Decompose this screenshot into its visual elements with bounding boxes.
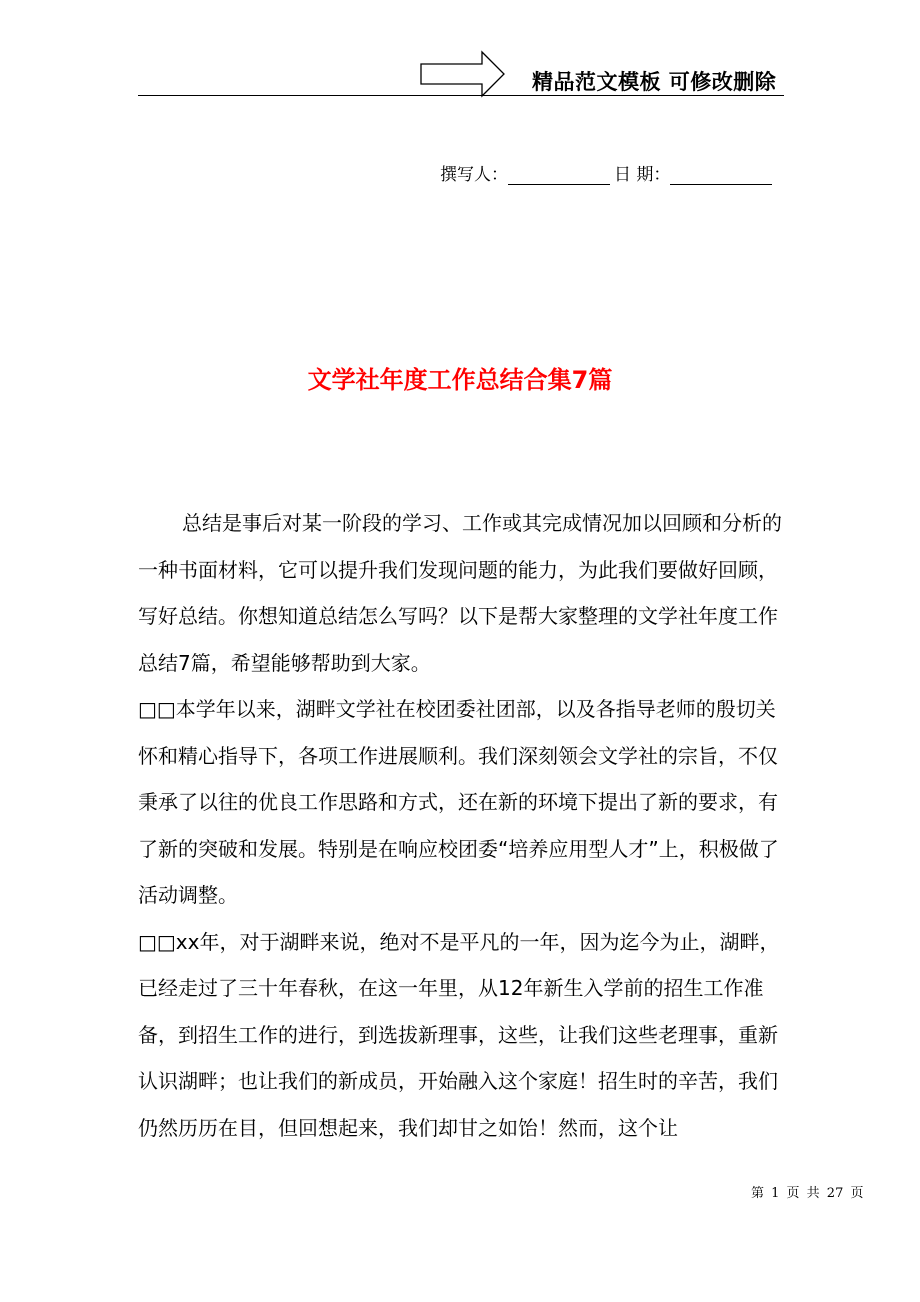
right-arrow-outline-icon: [420, 50, 506, 98]
paragraph-3-text: xx年，对于湖畔来说，绝对不是平凡的一年，因为迄今为止，湖畔，已经走过了三十年春秋，在这一年里，从12年新生入学前的招生工作准备，到招生工作的进行，到选拔新理事，这些，让我们这些老理事，重新认识湖畔；也让我们的新成员，开始融入这个家庭！招生时的辛苦，我们仍然历历在目，但回想起来，我们却甘之如饴！然而，这个让: [138, 929, 780, 1140]
template-header-label: 精品范文模板 可修改删除: [532, 70, 777, 94]
author-blank: [508, 166, 610, 185]
paragraph-2-text: 本学年以来，湖畔文学社在校团委社团部，以及各指导老师的殷切关怀和精心指导下，各项工作进展顺利。我们深刻领会文学社的宗旨，不仅秉承了以往的优良工作思路和方式，还在新的环境下提出了新的要求，有了新的突破和发展。特别是在响应校团委“培养应用型人才”上，积极做了活动调整。: [138, 697, 779, 907]
paragraph-3: [138, 919, 788, 1152]
author-label: 撰写人：: [440, 165, 508, 185]
author-date-line: [440, 160, 776, 185]
date-blank: [670, 166, 772, 185]
header-rule: [138, 95, 784, 96]
paragraph-prefix: □□: [138, 697, 176, 721]
page-number: 第 1 页 共 27 页: [751, 1186, 864, 1201]
document-title: 文学社年度工作总结合集7篇: [307, 366, 613, 394]
date-label: 日 期：: [614, 165, 671, 185]
paragraph-prefix: □□: [138, 929, 176, 954]
paragraph-intro: 总结是事后对某一阶段的学习、工作或其完成情况加以回顾和分析的一种书面材料，它可以提升我们发现问题的能力，为此我们要做好回顾，写好总结。你想知道总结怎么写吗？以下是帮大家整理的文学社年度工作总结7篇，希望能够帮助到大家。: [138, 511, 782, 675]
paragraph-2: [138, 686, 788, 919]
document-body: [138, 500, 788, 1151]
